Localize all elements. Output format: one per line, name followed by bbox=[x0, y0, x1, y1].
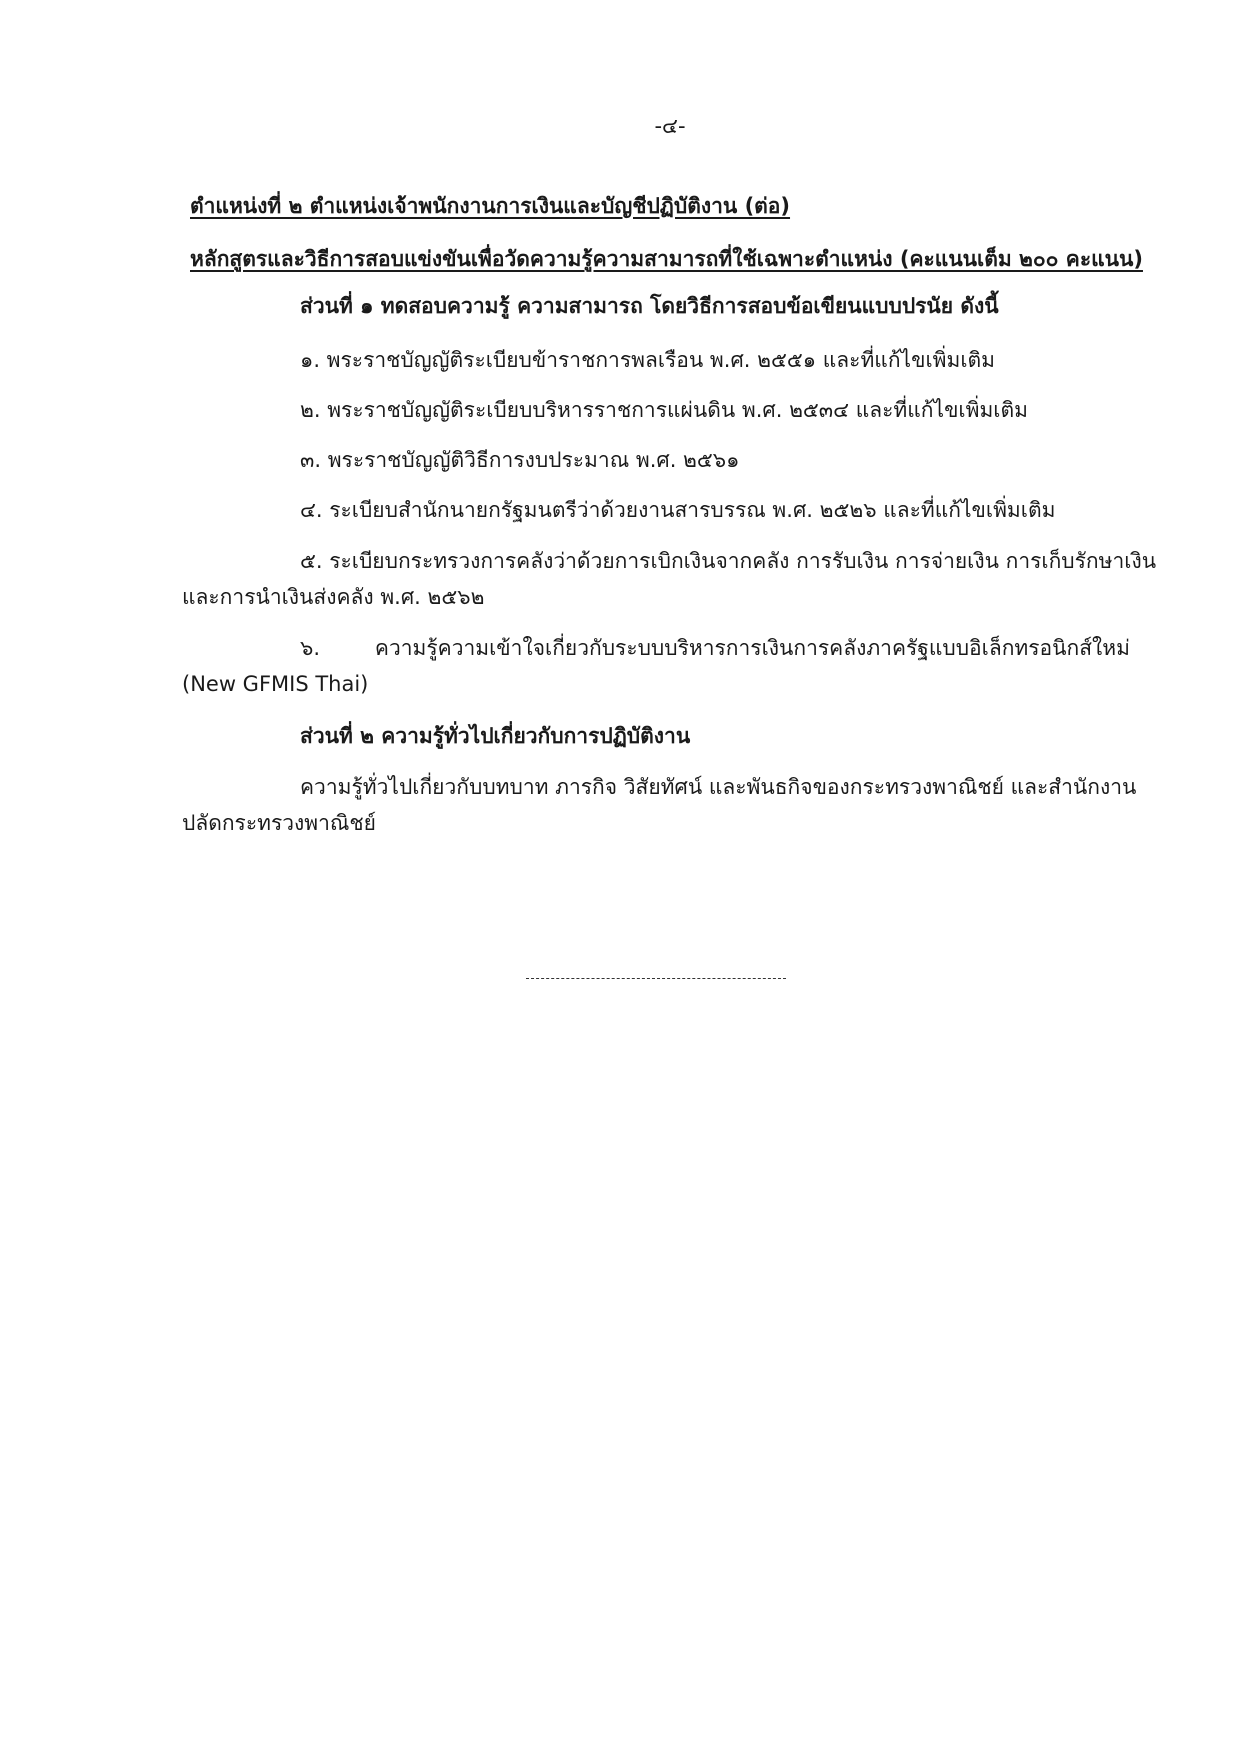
part1-item-5-cont: และการนำเงินส่งคลัง พ.ศ. ๒๕๖๒ bbox=[182, 585, 485, 609]
part1-item-5: ๕. ระเบียบกระทรวงการคลังว่าด้วยการเบิกเงินจากคลัง การรับเงิน การจ่ายเงิน การเก็บรักษาเงิน bbox=[300, 549, 1157, 573]
part1-title: ส่วนที่ ๑ ทดสอบความรู้ ความสามารถ โดยวิธีการสอบข้อเขียนแบบปรนัย ดังนี้ bbox=[300, 294, 999, 318]
heading-position: ตำแหน่งที่ ๒ ตำแหน่งเจ้าพนักงานการเงินและบัญชีปฏิบัติงาน (ต่อ) bbox=[190, 194, 791, 218]
part1-item-1: ๑. พระราชบัญญัติระเบียบข้าราชการพลเรือน พ.ศ. ๒๕๕๑ และที่แก้ไขเพิ่มเติม bbox=[300, 348, 995, 372]
part2-body-cont: ปลัดกระทรวงพาณิชย์ bbox=[182, 811, 376, 835]
end-divider bbox=[526, 978, 786, 979]
part1-item-6: ๖. ความรู้ความเข้าใจเกี่ยวกับระบบบริหารการเงินการคลังภาครัฐแบบอิเล็กทรอนิกส์ใหม่ bbox=[300, 636, 1130, 660]
part2-body: ความรู้ทั่วไปเกี่ยวกับบทบาท ภารกิจ วิสัยทัศน์ และพันธกิจของกระทรวงพาณิชย์ และสำนักงาน bbox=[300, 775, 1137, 799]
part1-item-6-cont: (New GFMIS Thai) bbox=[182, 672, 369, 696]
part1-item-2: ๒. พระราชบัญญัติระเบียบบริหารราชการแผ่นดิน พ.ศ. ๒๕๓๔ และที่แก้ไขเพิ่มเติม bbox=[300, 398, 1028, 422]
part1-item-3: ๓. พระราชบัญญัติวิธีการงบประมาณ พ.ศ. ๒๕๖๑ bbox=[300, 448, 740, 472]
page-number: -๔- bbox=[654, 114, 686, 138]
part2-title: ส่วนที่ ๒ ความรู้ทั่วไปเกี่ยวกับการปฏิบัติงาน bbox=[300, 724, 691, 748]
part1-item-4: ๔. ระเบียบสำนักนายกรัฐมนตรีว่าด้วยงานสารบรรณ พ.ศ. ๒๕๒๖ และที่แก้ไขเพิ่มเติม bbox=[300, 498, 1056, 522]
heading-curriculum: หลักสูตรและวิธีการสอบแข่งขันเพื่อวัดความรู้ความสามารถที่ใช้เฉพาะตำแหน่ง (คะแนนเต็ม ๒๐๐ คะแนน) bbox=[190, 247, 1143, 271]
